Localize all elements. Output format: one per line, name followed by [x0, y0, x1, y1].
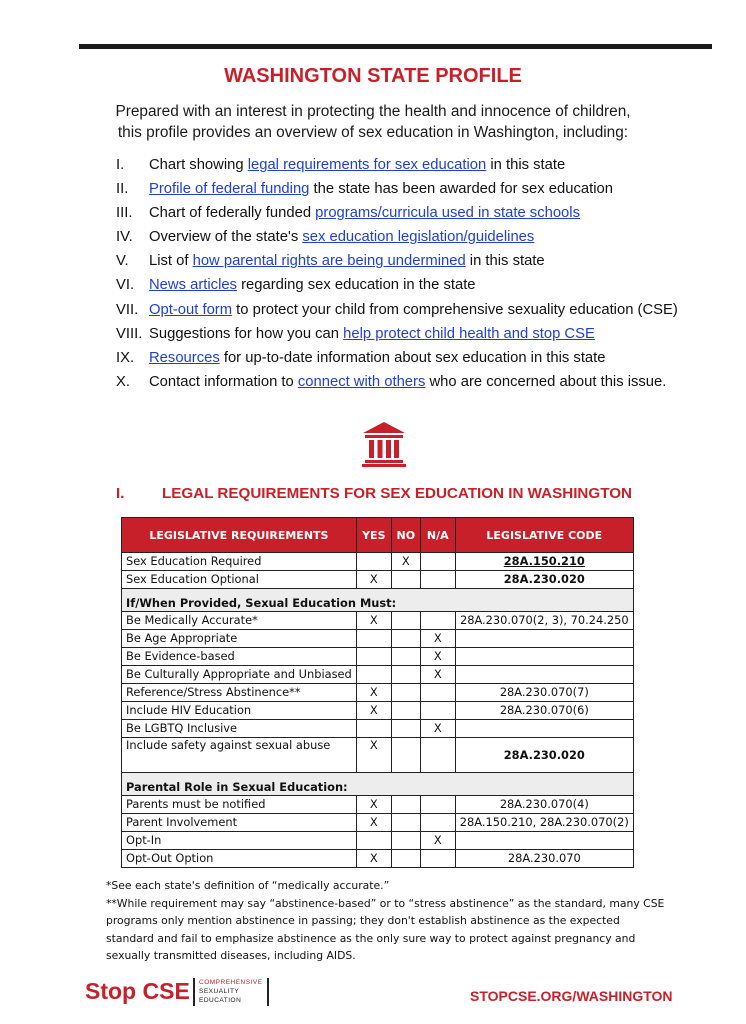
na-cell — [420, 553, 455, 571]
table-row — [122, 684, 634, 702]
toc-link-connect[interactable]: connect with others — [297, 373, 426, 390]
table-section-row — [122, 773, 634, 796]
requirement-cell: Opt-In — [122, 832, 357, 850]
requirement-cell: Be Culturally Appropriate and Unbiased — [122, 666, 357, 684]
toc-item — [116, 228, 716, 252]
na-cell — [420, 684, 455, 702]
no-cell — [391, 648, 420, 666]
yes-cell — [356, 720, 391, 738]
toc-link-help-protect[interactable]: help protect child health and stop CSE — [343, 325, 595, 342]
yes-cell — [356, 666, 391, 684]
na-cell — [420, 850, 455, 868]
code-cell — [455, 666, 633, 684]
no-cell — [391, 796, 420, 814]
toc-text: regarding sex education in the state — [236, 277, 476, 294]
courthouse-icon — [360, 420, 408, 468]
na-cell — [420, 612, 455, 630]
toc-link-programs-curricula[interactable]: programs/curricula used in state schools — [315, 205, 580, 222]
table-row — [122, 630, 634, 648]
yes-cell: X — [356, 796, 391, 814]
table-row — [122, 738, 634, 773]
table-row — [122, 814, 634, 832]
na-cell: X — [420, 648, 455, 666]
logo-text: Stop CSE — [85, 978, 190, 1004]
yes-cell — [356, 630, 391, 648]
legal-requirements-table — [121, 517, 634, 868]
toc-text: the state has been awarded for sex education — [309, 181, 613, 198]
section-title: LEGAL REQUIREMENTS FOR SEX EDUCATION IN WASHINGTON — [162, 485, 632, 502]
table-row — [122, 850, 634, 868]
code-cell: 28A.230.070(7) — [455, 684, 633, 702]
requirement-cell: Reference/Stress Abstinence** — [122, 684, 357, 702]
no-cell — [391, 630, 420, 648]
toc-text: Contact information to — [149, 373, 298, 390]
toc-number: VI. — [116, 277, 135, 294]
na-cell — [420, 738, 455, 773]
page-title: WASHINGTON STATE PROFILE — [224, 65, 522, 87]
footer-url[interactable]: STOPCSE.ORG/WASHINGTON — [470, 988, 673, 1004]
requirement-cell: Be LGBTQ Inclusive — [122, 720, 357, 738]
code-cell: 28A.230.070(2, 3), 70.24.250 — [455, 612, 633, 630]
toc-number: V. — [116, 253, 129, 270]
yes-cell: X — [356, 850, 391, 868]
yes-cell: X — [356, 814, 391, 832]
requirement-cell: Sex Education Optional — [122, 571, 357, 589]
requirement-cell: Include HIV Education — [122, 702, 357, 720]
no-cell — [391, 702, 420, 720]
section-heading — [116, 485, 632, 502]
toc-item — [116, 349, 716, 373]
toc-text: List of — [149, 253, 193, 270]
code-cell: 28A.230.070(6) — [455, 702, 633, 720]
logo-sub-line: SEXUALITY — [199, 988, 240, 995]
toc-item — [116, 180, 716, 204]
yes-cell — [356, 553, 391, 571]
toc-text: Chart of federally funded — [149, 205, 316, 222]
toc-item — [116, 325, 716, 349]
toc-text: to protect your child from comprehensive sexuality education (CSE) — [232, 301, 678, 318]
toc-link-legal-requirements[interactable]: legal requirements for sex education — [247, 157, 487, 173]
toc-link-parental-rights[interactable]: how parental rights are being undermined — [192, 253, 466, 270]
code-cell: 28A.150.210, 28A.230.070(2) — [455, 814, 633, 832]
toc-number: VII. — [116, 301, 139, 318]
table-row — [122, 648, 634, 666]
toc-number: II. — [116, 181, 129, 198]
table-row — [122, 666, 634, 684]
toc-item — [116, 204, 716, 228]
na-cell — [420, 702, 455, 720]
code-cell — [455, 648, 633, 666]
na-cell: X — [420, 630, 455, 648]
toc-link-federal-funding[interactable]: Profile of federal funding — [149, 181, 310, 198]
toc-text: Chart showing — [149, 157, 248, 173]
toc-text: Overview of the state's — [149, 229, 303, 246]
toc-number: X. — [116, 373, 130, 390]
yes-cell: X — [356, 684, 391, 702]
yes-cell — [356, 648, 391, 666]
yes-cell: X — [356, 702, 391, 720]
no-cell — [391, 612, 420, 630]
toc-text: who are concerned about this issue. — [425, 373, 667, 390]
no-cell — [391, 684, 420, 702]
intro-text — [100, 101, 646, 143]
toc-text: in this state — [486, 157, 566, 173]
na-cell: X — [420, 832, 455, 850]
na-cell — [420, 571, 455, 589]
toc-number: III. — [116, 205, 133, 222]
requirement-cell: Parents must be notified — [122, 796, 357, 814]
intro-line-1: Prepared with an interest in protecting the health and innocence of children, — [115, 103, 631, 120]
code-cell: 28A.150.210 — [455, 553, 633, 571]
footnote-medically-accurate: *See each state's definition of “medically accurate.” — [106, 879, 390, 892]
toc-number: IV. — [116, 229, 133, 246]
toc-link-legislation[interactable]: sex education legislation/guidelines — [302, 229, 535, 246]
na-cell: X — [420, 666, 455, 684]
logo-sub-line: COMPREHENSIVE — [199, 979, 263, 986]
no-cell — [391, 666, 420, 684]
requirement-cell: Include safety against sexual abuse — [122, 738, 357, 773]
table-row — [122, 612, 634, 630]
toc-link-resources[interactable]: Resources — [149, 349, 220, 366]
requirement-cell: Opt-Out Option — [122, 850, 357, 868]
toc-text: Suggestions for how you can — [149, 325, 344, 342]
table-row — [122, 832, 634, 850]
intro-line-2: this profile provides an overview of sex education in Washington, including: — [117, 124, 629, 141]
toc-item — [116, 373, 716, 397]
yes-cell: X — [356, 612, 391, 630]
requirement-cell: Be Medically Accurate* — [122, 612, 357, 630]
header-no: NO — [391, 518, 420, 553]
na-cell: X — [420, 720, 455, 738]
toc-text: for up-to-date information about sex education in this state — [219, 349, 606, 366]
no-cell — [391, 850, 420, 868]
no-cell — [391, 832, 420, 850]
section-number: I. — [116, 485, 125, 502]
logo-sub-line: EDUCATION — [199, 997, 242, 1004]
footnotes — [106, 877, 666, 965]
na-cell — [420, 796, 455, 814]
code-cell: 28A.230.020 — [455, 738, 633, 773]
toc-item — [116, 252, 716, 276]
toc-item — [116, 276, 716, 300]
requirement-cell: Be Age Appropriate — [122, 630, 357, 648]
table-row — [122, 702, 634, 720]
header-yes: YES — [356, 518, 391, 553]
no-cell — [391, 571, 420, 589]
yes-cell: X — [356, 738, 391, 773]
parental-section-heading: Parental Role in Sexual Education: — [122, 773, 634, 796]
code-cell: 28A.230.070(4) — [455, 796, 633, 814]
code-cell — [455, 720, 633, 738]
code-cell: 28A.230.070 — [455, 850, 633, 868]
code-cell — [455, 630, 633, 648]
logo-subtitle — [193, 978, 269, 1006]
table-row — [122, 571, 634, 589]
no-cell: X — [391, 553, 420, 571]
header-na: N/A — [420, 518, 455, 553]
yes-cell: X — [356, 571, 391, 589]
no-cell — [391, 720, 420, 738]
na-cell — [420, 814, 455, 832]
table-of-contents — [116, 156, 716, 397]
toc-link-news-articles[interactable]: News articles — [149, 277, 237, 294]
code-cell — [455, 832, 633, 850]
no-cell — [391, 814, 420, 832]
toc-number: I. — [116, 157, 125, 173]
requirement-cell: Parent Involvement — [122, 814, 357, 832]
toc-item — [116, 156, 716, 180]
toc-item — [116, 301, 716, 325]
code-cell: 28A.230.020 — [455, 571, 633, 589]
yes-cell — [356, 832, 391, 850]
table-section-row — [122, 589, 634, 612]
requirement-cell: Sex Education Required — [122, 553, 357, 571]
toc-link-opt-out-form[interactable]: Opt-out form — [149, 301, 233, 318]
table-row — [122, 720, 634, 738]
table-row — [122, 796, 634, 814]
footnote-abstinence: **While requirement may say “abstinence-based” or to “stress abstinence” as the standard, many CSE programs only mention abstinence in passing; they don't establish abstinence as the expected standard and fail to emphasize abstinence as the only sure way to protect against pregnancy and sexually transmitted diseases, including AIDS. — [106, 896, 665, 962]
toc-number: VIII. — [116, 325, 143, 342]
header-requirements: LEGISLATIVE REQUIREMENTS — [122, 518, 357, 553]
provided-section-heading: If/When Provided, Sexual Education Must: — [122, 589, 634, 612]
no-cell — [391, 738, 420, 773]
header-code: LEGISLATIVE CODE — [455, 518, 633, 553]
table-row — [122, 553, 634, 571]
toc-number: IX. — [116, 349, 135, 366]
requirement-cell: Be Evidence-based — [122, 648, 357, 666]
toc-text: in this state — [465, 253, 545, 270]
top-rule — [79, 44, 712, 49]
table-header-row — [122, 518, 634, 553]
